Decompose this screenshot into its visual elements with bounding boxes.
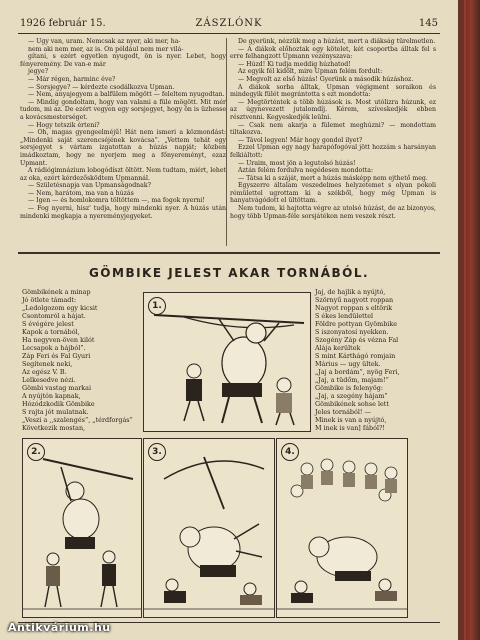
- article-paragraph: — Ugy van, uram. Nemcsak az nyer, aki mer, ha-: [28, 38, 181, 45]
- article-paragraph: A rádiógimnázium lobogódíszt öltött. Nem tudtam, miért, lehet az oka, ezért kérdezősködtem Upmannál.: [20, 167, 226, 182]
- article-paragraph: — Nem, anyajegyem a balfülem mögött — feleltem nyugodtan.: [28, 91, 225, 99]
- panel-2-number: 2.: [27, 443, 45, 461]
- article-paragraph: Nem tudom, ki hajtotta végre az utolsó húzást, de az bizonyos, hogy több Upman-féle sorsjátékon nem veszek részt.: [230, 205, 436, 220]
- poem-line: S rajta jót mulatnak.: [22, 408, 89, 416]
- page-number: 145: [418, 18, 438, 29]
- article-paragraph: gítani, s ezért egyetlen nyugodt, ön is nyer. Lebet, hogy fényeremény. De van-e már: [20, 53, 226, 68]
- panel-1-drawing: [144, 293, 310, 431]
- article-paragraph: — Igen — és homlokomra töltöttem —, ma fogok nyerni!: [28, 197, 205, 205]
- poem-line: Alája kerültek: [315, 344, 361, 352]
- poem-line: „Jaj, a szegény hájam”: [315, 392, 388, 400]
- page-header: [20, 18, 438, 34]
- book-binding: [458, 0, 480, 640]
- poem-line: Jaj, de hajlik a nyújtó,: [315, 288, 386, 296]
- article-paragraph: A diákok sorba álltak, Upman végigment soraikon és mindegyik fülét megrántotta s ezt mondotta:: [230, 83, 436, 99]
- story-title: GÖMBIKE JELEST AKAR TORNÁBÓL.: [88, 266, 370, 280]
- article-paragraph: — Húzd! Ki tudja meddig húzhatod!: [238, 60, 351, 68]
- article-paragraph: jegye?: [28, 68, 49, 76]
- poem-line: „Veszi a ,,szalengés”, „térdforgás”: [22, 416, 133, 424]
- poem-line: „Ledolgozom egy kicsit: [22, 304, 98, 312]
- panel-4-drawing: [277, 439, 407, 617]
- article-paragraph: — Nem, harátom, ma van a húzás: [28, 189, 134, 197]
- poem-left: [22, 288, 140, 432]
- poem-line: M inek is van] fából?!: [315, 424, 385, 432]
- poem-line: „Jaj, a tüdőm, majam!”: [315, 376, 389, 384]
- article-paragraph: — Távol legyen! Már hogy gondol ilyet?: [238, 136, 363, 144]
- article-paragraph: nem aki nem mer, az is. On például nem mer vilá-: [28, 45, 184, 53]
- article-paragraph: — Csak nem akarja a fülemet meghúzni? — mondottam tiltakozva.: [230, 121, 436, 137]
- poem-right: [315, 288, 450, 432]
- poem-line: Lecsapok a hájból”.: [22, 344, 86, 352]
- poem-line: Záp Feri és Fal Gyuri: [22, 352, 91, 360]
- poem-line: Hózódzkodik Gömbike: [22, 400, 95, 408]
- panel-2-drawing: [23, 439, 141, 617]
- magazine-title: ZÁSZLÓNK: [195, 18, 263, 29]
- poem-line: Következik mostan,: [22, 424, 86, 432]
- panel-3-number: 3.: [148, 443, 166, 461]
- article-paragraph: — Oh, magas gyengeelméjű! Hát nem ismeri a közmondást: „Mindenki saját szerencséjének kovácsa”. „Vettem tehát egy sorsjegyet s vártam izgatottan a húzás napját; közben imádkoztam, hogy ne nyerjem meg a főnyereményt, ezaz Upmant.: [20, 129, 226, 167]
- poem-line: Ha negyven-öven kilót: [22, 336, 95, 344]
- article-paragraph: Ezzel Upman egy nagy harapófogóval jött hozzám s harsányan felkiáltott:: [230, 144, 436, 159]
- comic-panel-2: [22, 438, 142, 618]
- watermark-text: Antikvárium.hu: [8, 621, 111, 634]
- poem-line: Szegény Záp és vézna Fal: [315, 336, 399, 344]
- article-paragraph: — Hogy tetszik érteni?: [28, 121, 100, 129]
- section-rule: [18, 252, 440, 254]
- comic-panel-1: [143, 292, 311, 432]
- poem-line: Földre pottyan Gyömbike: [315, 320, 397, 328]
- panel-4-number: 4.: [281, 443, 299, 461]
- article-paragraph: — Születésnapja van Upmanságodnak?: [28, 182, 151, 190]
- poem-line: Csontomról a hájat.: [22, 312, 86, 320]
- article-paragraph: Egyszerre általam veszedelmes helyzetemet s olyan pokoli rémülettel ugrottam ki a székből, hogy még Upman is hanyatvágódott el ültöttam.: [230, 182, 436, 205]
- poem-line: S iszonyatosí nyekken.: [315, 328, 389, 336]
- article-column-left: [20, 38, 226, 220]
- poem-line: Gömbikének sohse lett: [315, 400, 389, 408]
- article-paragraph: — Mindig gondoltam, hogy van valami a füle mögött. Mit mér tudom, mi az. De ezért vegyen egy sorsjegyet, hogy ön is üzhesse a kovácsmesterséget.: [20, 98, 226, 121]
- article-paragraph: — Sorsjegye? — kérdezte csodálkozva Upman.: [28, 83, 175, 91]
- poem-line: Márius — ugy ültek.: [315, 360, 381, 368]
- article-paragraph: De gyerünk, nézzük meg a húzást, mert a diákság türelmetlen.: [238, 38, 436, 45]
- poem-line: Gömbi vastag markai: [22, 384, 92, 392]
- poem-line: Gömbikének a minap: [22, 288, 91, 296]
- poem-line: Nagyot roppan s eltörik: [315, 304, 393, 312]
- article-paragraph: — Megvolt az első húzás! Gyerünk a második húzáshoz.: [238, 75, 414, 83]
- article-paragraph: Az egyik fél kidőlt, mire Upman felém fordult:: [238, 68, 383, 76]
- panel-1-number: 1.: [148, 297, 166, 315]
- article-paragraph: — A diákok előhoztak egy kötelet, két csoportba álltak fel s erre felhangzott Upmann vezényszava:: [230, 45, 436, 61]
- poem-line: Minek is van a nyújtó,: [315, 416, 387, 424]
- article-column-right: [230, 38, 436, 220]
- comic-panel-3: [143, 438, 275, 618]
- poem-line: Segítenek neki,: [22, 360, 73, 368]
- poem-line: A nyújtón kapnak,: [22, 392, 81, 400]
- article-paragraph: — Fog nyerni, hisz' tudja, hogy mindenki nyer. A húzás után mindenki megkapja a nyereményjegyeket.: [20, 205, 226, 220]
- issue-date: 1926 február 15.: [20, 18, 106, 29]
- comic-panel-4: [276, 438, 408, 618]
- poem-line: S mint Kárthágó romjain: [315, 352, 396, 360]
- poem-line: „Jaj a bordám”, nyög Feri,: [315, 368, 400, 376]
- poem-line: Szörnyű nagyott roppan: [315, 296, 394, 304]
- poem-line: Jeles tornából! —: [315, 408, 371, 416]
- panel-3-drawing: [144, 439, 274, 617]
- poem-line: Lelkesedve nézi.: [22, 376, 76, 384]
- poem-line: S évégére jelest: [22, 320, 74, 328]
- poem-line: Gömbike is felenyög:: [315, 384, 383, 392]
- article-paragraph: — Már régen, harminc éve?: [28, 75, 116, 83]
- poem-line: Jó ötlete támadt:: [22, 296, 77, 304]
- poem-line: Az egész V. B.: [22, 368, 67, 376]
- article-paragraph: — Tátsa ki a száját, mert a húzás másképp nem ejthető meg.: [238, 174, 428, 182]
- column-divider: [226, 38, 227, 246]
- article-paragraph: Aztán felém fordulva negédesen mondotta:: [238, 167, 374, 175]
- article-paragraph: — Megtörténtek a több húzások is. Most utólizra húzunk, ez az úgynevezett jutalomdíj. Kérem, szíveskedjék ebben résztvenni. Kegyeskedjék leülni.: [230, 98, 436, 121]
- poem-line: S ékes lendülettel: [315, 312, 374, 320]
- header-rule: [18, 33, 440, 34]
- poem-line: Kapok a tornából,: [22, 328, 80, 336]
- article-paragraph: — Uraim, most jön a legutolsó húzás!: [238, 159, 356, 167]
